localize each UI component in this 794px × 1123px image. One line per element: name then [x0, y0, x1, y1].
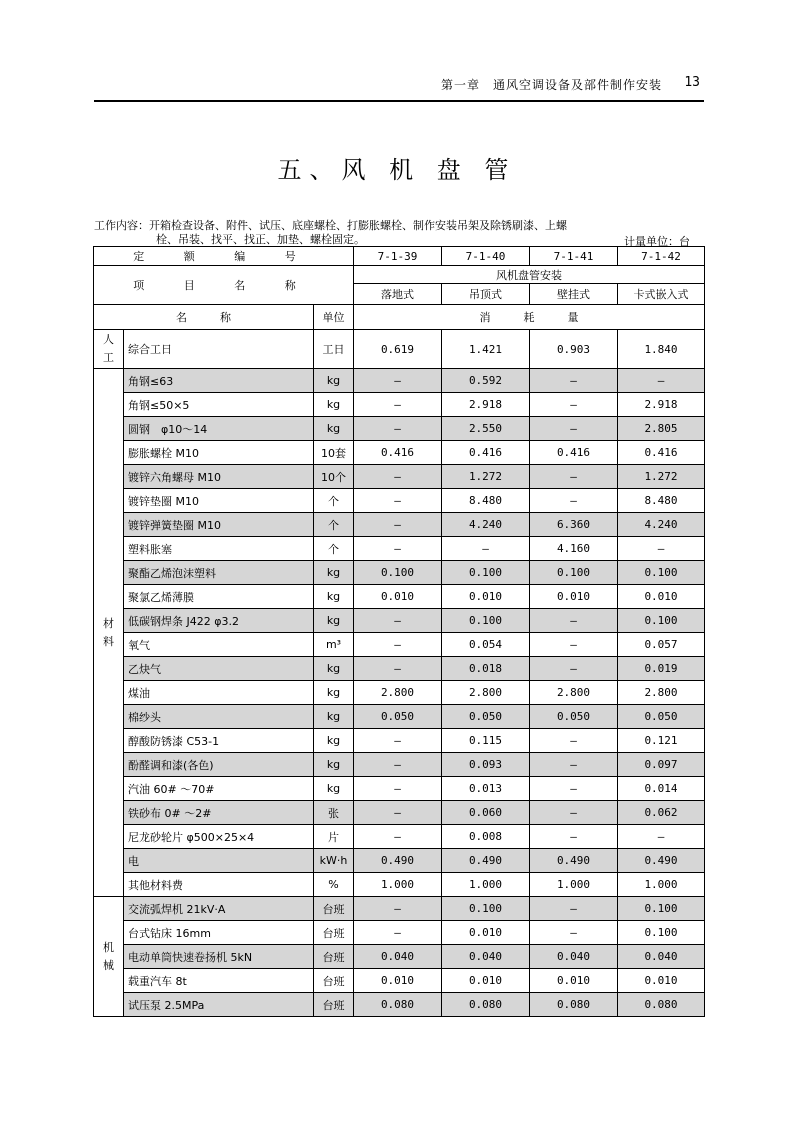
code-row — [94, 247, 705, 266]
name-header: 名 称 — [94, 305, 314, 330]
item-value: 0.010 — [354, 969, 442, 993]
table-row — [94, 705, 705, 729]
item-value: 0.097 — [618, 753, 705, 777]
item-value: 2.918 — [618, 393, 705, 417]
group-label: 风机盘管安装 — [354, 266, 705, 284]
item-value: 0.014 — [618, 777, 705, 801]
item-value: — — [618, 369, 705, 393]
item-name: 汽油 60# ～70# — [124, 777, 314, 801]
item-value: 0.619 — [354, 330, 442, 369]
item-name: 镀锌弹簧垫圈 M10 — [124, 513, 314, 537]
item-value: 0.040 — [442, 945, 530, 969]
item-value: 0.080 — [618, 993, 705, 1017]
item-value: — — [618, 537, 705, 561]
item-value: — — [354, 921, 442, 945]
table-row — [94, 681, 705, 705]
unit-header: 单位 — [314, 305, 354, 330]
item-value: — — [354, 609, 442, 633]
item-unit: kg — [314, 609, 354, 633]
item-value: — — [354, 801, 442, 825]
item-value: 0.490 — [354, 849, 442, 873]
table-row — [94, 849, 705, 873]
item-value: 0.100 — [442, 609, 530, 633]
type-label: 吊顶式 — [442, 284, 530, 305]
item-name: 角钢≤63 — [124, 369, 314, 393]
category-label — [94, 369, 124, 897]
item-value: 0.013 — [442, 777, 530, 801]
item-name: 聚酯乙烯泡沫塑料 — [124, 561, 314, 585]
item-unit: 10套 — [314, 441, 354, 465]
item-unit: kW·h — [314, 849, 354, 873]
item-value: 0.050 — [442, 705, 530, 729]
work-content-line1: 工作内容：开箱检查设备、附件、试压、底座螺栓、打膨胀螺栓、制作安装吊架及除锈刷漆、上螺 — [94, 219, 567, 232]
item-value: — — [530, 393, 618, 417]
item-unit: kg — [314, 753, 354, 777]
code-label: 定 额 编 号 — [94, 247, 354, 266]
item-value: 0.018 — [442, 657, 530, 681]
item-value: 2.800 — [530, 681, 618, 705]
table-row — [94, 945, 705, 969]
quota-code: 7-1-39 — [354, 247, 442, 266]
item-value: — — [530, 825, 618, 849]
item-value: — — [354, 897, 442, 921]
item-name: 圆钢 φ10～14 — [124, 417, 314, 441]
type-label: 卡式嵌入式 — [618, 284, 705, 305]
item-unit: kg — [314, 777, 354, 801]
item-value: 0.019 — [618, 657, 705, 681]
item-value: 2.550 — [442, 417, 530, 441]
item-value: 0.054 — [442, 633, 530, 657]
item-label: 项 目 名 称 — [94, 266, 354, 305]
item-value: 0.115 — [442, 729, 530, 753]
item-name: 酚醛调和漆(各色) — [124, 753, 314, 777]
item-value: 2.805 — [618, 417, 705, 441]
item-value: 2.800 — [354, 681, 442, 705]
table-row — [94, 513, 705, 537]
item-value: 0.416 — [530, 441, 618, 465]
item-unit: 台班 — [314, 993, 354, 1017]
item-value: — — [618, 825, 705, 849]
item-value: 1.272 — [618, 465, 705, 489]
item-unit: 片 — [314, 825, 354, 849]
item-value: 0.100 — [618, 921, 705, 945]
table-row — [94, 609, 705, 633]
category-text: 机械 — [103, 940, 114, 972]
table-row — [94, 585, 705, 609]
table-row — [94, 369, 705, 393]
item-value: 1.000 — [618, 873, 705, 897]
item-value: 0.010 — [530, 969, 618, 993]
item-value: — — [530, 729, 618, 753]
measure-unit: 计量单位：台 — [624, 235, 690, 248]
item-value: 0.416 — [618, 441, 705, 465]
item-value: — — [354, 369, 442, 393]
item-value: — — [354, 489, 442, 513]
item-name: 载重汽车 8t — [124, 969, 314, 993]
column-header-row — [94, 305, 705, 330]
item-value: 0.010 — [442, 921, 530, 945]
table-row — [94, 657, 705, 681]
item-value: 0.100 — [530, 561, 618, 585]
item-value: 0.050 — [618, 705, 705, 729]
item-value: — — [530, 777, 618, 801]
item-value: — — [442, 537, 530, 561]
item-unit: 个 — [314, 489, 354, 513]
item-unit: kg — [314, 369, 354, 393]
item-unit: m³ — [314, 633, 354, 657]
item-value: 0.416 — [442, 441, 530, 465]
item-value: 0.080 — [442, 993, 530, 1017]
item-value: — — [530, 897, 618, 921]
item-value: 0.050 — [530, 705, 618, 729]
category-text: 材料 — [103, 616, 114, 648]
item-unit: 个 — [314, 537, 354, 561]
item-unit: kg — [314, 657, 354, 681]
item-value: 0.121 — [618, 729, 705, 753]
item-value: — — [354, 777, 442, 801]
item-name: 醇酸防锈漆 C53-1 — [124, 729, 314, 753]
item-value: 1.000 — [354, 873, 442, 897]
item-value: 8.480 — [442, 489, 530, 513]
item-name: 台式钻床 16mm — [124, 921, 314, 945]
item-name: 聚氯乙烯薄膜 — [124, 585, 314, 609]
table-row — [94, 537, 705, 561]
table-row — [94, 873, 705, 897]
table-row — [94, 633, 705, 657]
item-value: 8.480 — [618, 489, 705, 513]
item-value: 1.840 — [618, 330, 705, 369]
item-name: 棉纱头 — [124, 705, 314, 729]
page-header — [94, 72, 704, 102]
item-name: 镀锌垫圈 M10 — [124, 489, 314, 513]
item-value: 0.057 — [618, 633, 705, 657]
item-value: 1.000 — [442, 873, 530, 897]
item-value: 0.010 — [442, 585, 530, 609]
item-value: — — [354, 513, 442, 537]
category-label — [94, 897, 124, 1017]
page-number: 13 — [684, 75, 700, 90]
item-value: 0.010 — [618, 585, 705, 609]
item-name: 其他材料费 — [124, 873, 314, 897]
item-value: — — [530, 657, 618, 681]
item-value: 0.050 — [354, 705, 442, 729]
item-value: 0.100 — [442, 897, 530, 921]
item-name: 塑料胀塞 — [124, 537, 314, 561]
section-title: 五、风 机 盘 管 — [277, 156, 517, 184]
table-row — [94, 489, 705, 513]
item-value: 0.060 — [442, 801, 530, 825]
work-content — [94, 219, 654, 247]
item-value: — — [530, 489, 618, 513]
item-value: — — [354, 465, 442, 489]
item-value: 4.240 — [442, 513, 530, 537]
item-value: 2.800 — [618, 681, 705, 705]
item-value: 0.100 — [618, 561, 705, 585]
item-unit: 台班 — [314, 969, 354, 993]
item-value: 0.592 — [442, 369, 530, 393]
item-value: 0.080 — [354, 993, 442, 1017]
item-name: 低碳钢焊条 J422 φ3.2 — [124, 609, 314, 633]
item-value: — — [354, 825, 442, 849]
item-value: 0.080 — [530, 993, 618, 1017]
item-value: — — [354, 729, 442, 753]
item-name: 试压泵 2.5MPa — [124, 993, 314, 1017]
item-unit: kg — [314, 417, 354, 441]
item-unit: kg — [314, 729, 354, 753]
item-value: 4.160 — [530, 537, 618, 561]
table-row — [94, 561, 705, 585]
item-value: 0.008 — [442, 825, 530, 849]
table-row — [94, 897, 705, 921]
quota-table — [93, 246, 705, 1017]
table-row — [94, 729, 705, 753]
type-label: 壁挂式 — [530, 284, 618, 305]
item-value: 0.093 — [442, 753, 530, 777]
item-name: 乙炔气 — [124, 657, 314, 681]
table-row — [94, 777, 705, 801]
table-row — [94, 825, 705, 849]
work-content-line2: 栓、吊装、找平、找正、加垫、螺栓固定。 — [156, 233, 365, 246]
item-value: 0.100 — [618, 897, 705, 921]
item-value: 6.360 — [530, 513, 618, 537]
table-row — [94, 417, 705, 441]
item-name: 交流弧焊机 21kV·A — [124, 897, 314, 921]
item-value: 0.040 — [530, 945, 618, 969]
quota-code: 7-1-42 — [618, 247, 705, 266]
item-value: 0.040 — [354, 945, 442, 969]
item-name: 膨胀螺栓 M10 — [124, 441, 314, 465]
item-value: — — [530, 801, 618, 825]
table-row — [94, 393, 705, 417]
item-value: 1.421 — [442, 330, 530, 369]
category-label — [94, 330, 124, 369]
item-value: 0.010 — [354, 585, 442, 609]
item-value: 0.100 — [354, 561, 442, 585]
item-unit: 张 — [314, 801, 354, 825]
item-name: 综合工日 — [124, 330, 314, 369]
item-value: 1.272 — [442, 465, 530, 489]
item-value: 0.040 — [618, 945, 705, 969]
table-row — [94, 993, 705, 1017]
item-name: 尼龙砂轮片 φ500×25×4 — [124, 825, 314, 849]
item-unit: kg — [314, 561, 354, 585]
table-row — [94, 921, 705, 945]
item-unit: 台班 — [314, 921, 354, 945]
table-row — [94, 753, 705, 777]
item-unit: % — [314, 873, 354, 897]
type-label: 落地式 — [354, 284, 442, 305]
item-value: — — [530, 417, 618, 441]
item-unit: 10个 — [314, 465, 354, 489]
item-value: 1.000 — [530, 873, 618, 897]
category-text: 人工 — [103, 333, 114, 364]
item-value: 0.490 — [618, 849, 705, 873]
item-name: 镀锌六角螺母 M10 — [124, 465, 314, 489]
table-row — [94, 441, 705, 465]
chapter-title: 第一章 通风空调设备及部件制作安装 — [440, 78, 662, 92]
table-row — [94, 465, 705, 489]
item-name: 电 — [124, 849, 314, 873]
item-name: 角钢≤50×5 — [124, 393, 314, 417]
item-value: — — [530, 369, 618, 393]
item-value: — — [354, 417, 442, 441]
item-value: — — [354, 633, 442, 657]
table-row — [94, 330, 705, 369]
item-value: 2.918 — [442, 393, 530, 417]
item-value: 0.100 — [618, 609, 705, 633]
item-value: 0.490 — [442, 849, 530, 873]
item-value: 0.100 — [442, 561, 530, 585]
group-row — [94, 266, 705, 284]
item-name: 煤油 — [124, 681, 314, 705]
item-unit: kg — [314, 393, 354, 417]
item-value: — — [530, 753, 618, 777]
item-value: 4.240 — [618, 513, 705, 537]
item-unit: 工日 — [314, 330, 354, 369]
item-value: — — [530, 609, 618, 633]
consume-header: 消 耗 量 — [354, 305, 705, 330]
item-name: 铁砂布 0# ～2# — [124, 801, 314, 825]
item-value: 0.062 — [618, 801, 705, 825]
item-value: 0.010 — [618, 969, 705, 993]
item-unit: kg — [314, 705, 354, 729]
item-value: 0.903 — [530, 330, 618, 369]
quota-code: 7-1-41 — [530, 247, 618, 266]
item-value: 0.490 — [530, 849, 618, 873]
item-value: — — [354, 393, 442, 417]
table-row — [94, 801, 705, 825]
table-row — [94, 969, 705, 993]
item-value: — — [354, 537, 442, 561]
item-value: 2.800 — [442, 681, 530, 705]
item-value: 0.416 — [354, 441, 442, 465]
item-unit: 个 — [314, 513, 354, 537]
item-unit: 台班 — [314, 897, 354, 921]
item-value: — — [354, 753, 442, 777]
item-unit: kg — [314, 585, 354, 609]
item-name: 电动单筒快速卷扬机 5kN — [124, 945, 314, 969]
item-unit: kg — [314, 681, 354, 705]
item-name: 氧气 — [124, 633, 314, 657]
item-value: — — [354, 657, 442, 681]
item-value: — — [530, 633, 618, 657]
quota-code: 7-1-40 — [442, 247, 530, 266]
item-value: 0.010 — [442, 969, 530, 993]
item-value: — — [530, 921, 618, 945]
item-unit: 台班 — [314, 945, 354, 969]
item-value: 0.010 — [530, 585, 618, 609]
item-value: — — [530, 465, 618, 489]
